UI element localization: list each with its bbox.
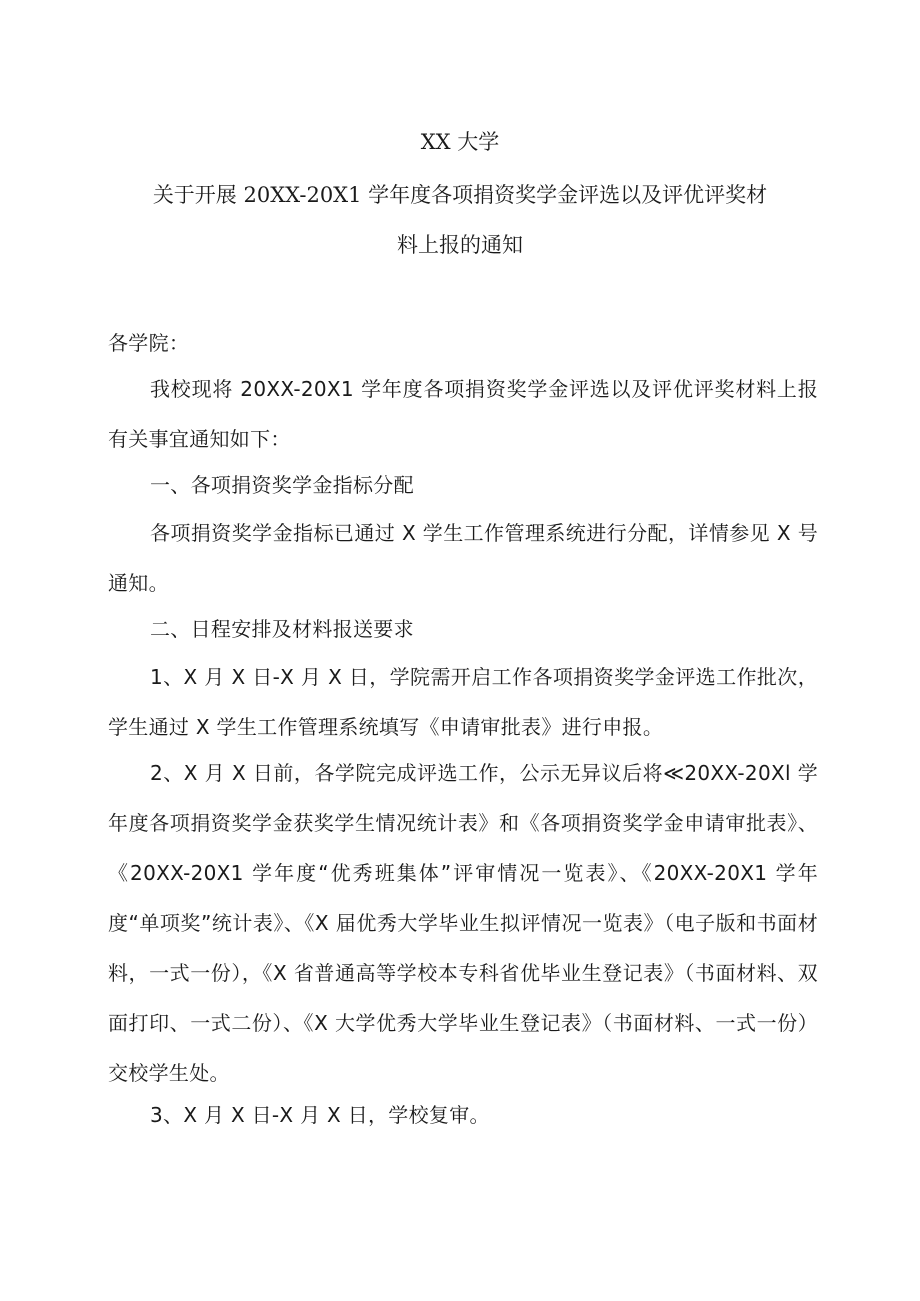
- university-name: XX 大学: [420, 130, 500, 154]
- greeting: 各学院：: [108, 331, 190, 355]
- section-2-heading: 二、日程安排及材料报送要求: [150, 617, 414, 641]
- schedule-item-2: 2、X 月 X 日前，各学院完成评选工作，公示无异议后将≪20XX-20Xl 学年度各项捐资奖学金获奖学生情况统计表》和《各项捐资奖学金申请审批表》、《20XX-20X1 学年度“优秀班集体”评审情况一览表》、《20XX-20X1 学年度“单项奖”统计表》、《X 届优秀大学毕业生拟评情况一览表》（电子版和书面材料，一式一份），《X 省普通高等学校本专科省优毕业生登记表》（书面材料、双面打印、一式二份）、《X 大学优秀大学毕业生登记表》（书面材料、一式一份）交校学生处。: [108, 761, 818, 1085]
- schedule-item-1: 1、X 月 X 日-X 月 X 日，学院需开启工作各项捐资奖学金评选工作批次，学生通过 X 学生工作管理系统填写《申请审批表》进行申报。: [108, 665, 818, 739]
- section-1-heading: 一、各项捐资奖学金指标分配: [150, 473, 414, 497]
- section-1-paragraph: 各项捐资奖学金指标已通过 X 学生工作管理系统进行分配，详情参见 X 号通知。: [108, 521, 818, 595]
- notice-title-line-1: 关于开展 20XX-20X1 学年度各项捐资奖学金评选以及评优评奖材: [152, 183, 768, 207]
- schedule-item-3: 3、X 月 X 日-X 月 X 日，学校复审。: [150, 1103, 490, 1127]
- notice-title-line-2: 料上报的通知: [397, 233, 523, 257]
- intro-paragraph: 我校现将 20XX-20X1 学年度各项捐资奖学金评选以及评优评奖材料上报有关事宜通知如下：: [108, 377, 818, 451]
